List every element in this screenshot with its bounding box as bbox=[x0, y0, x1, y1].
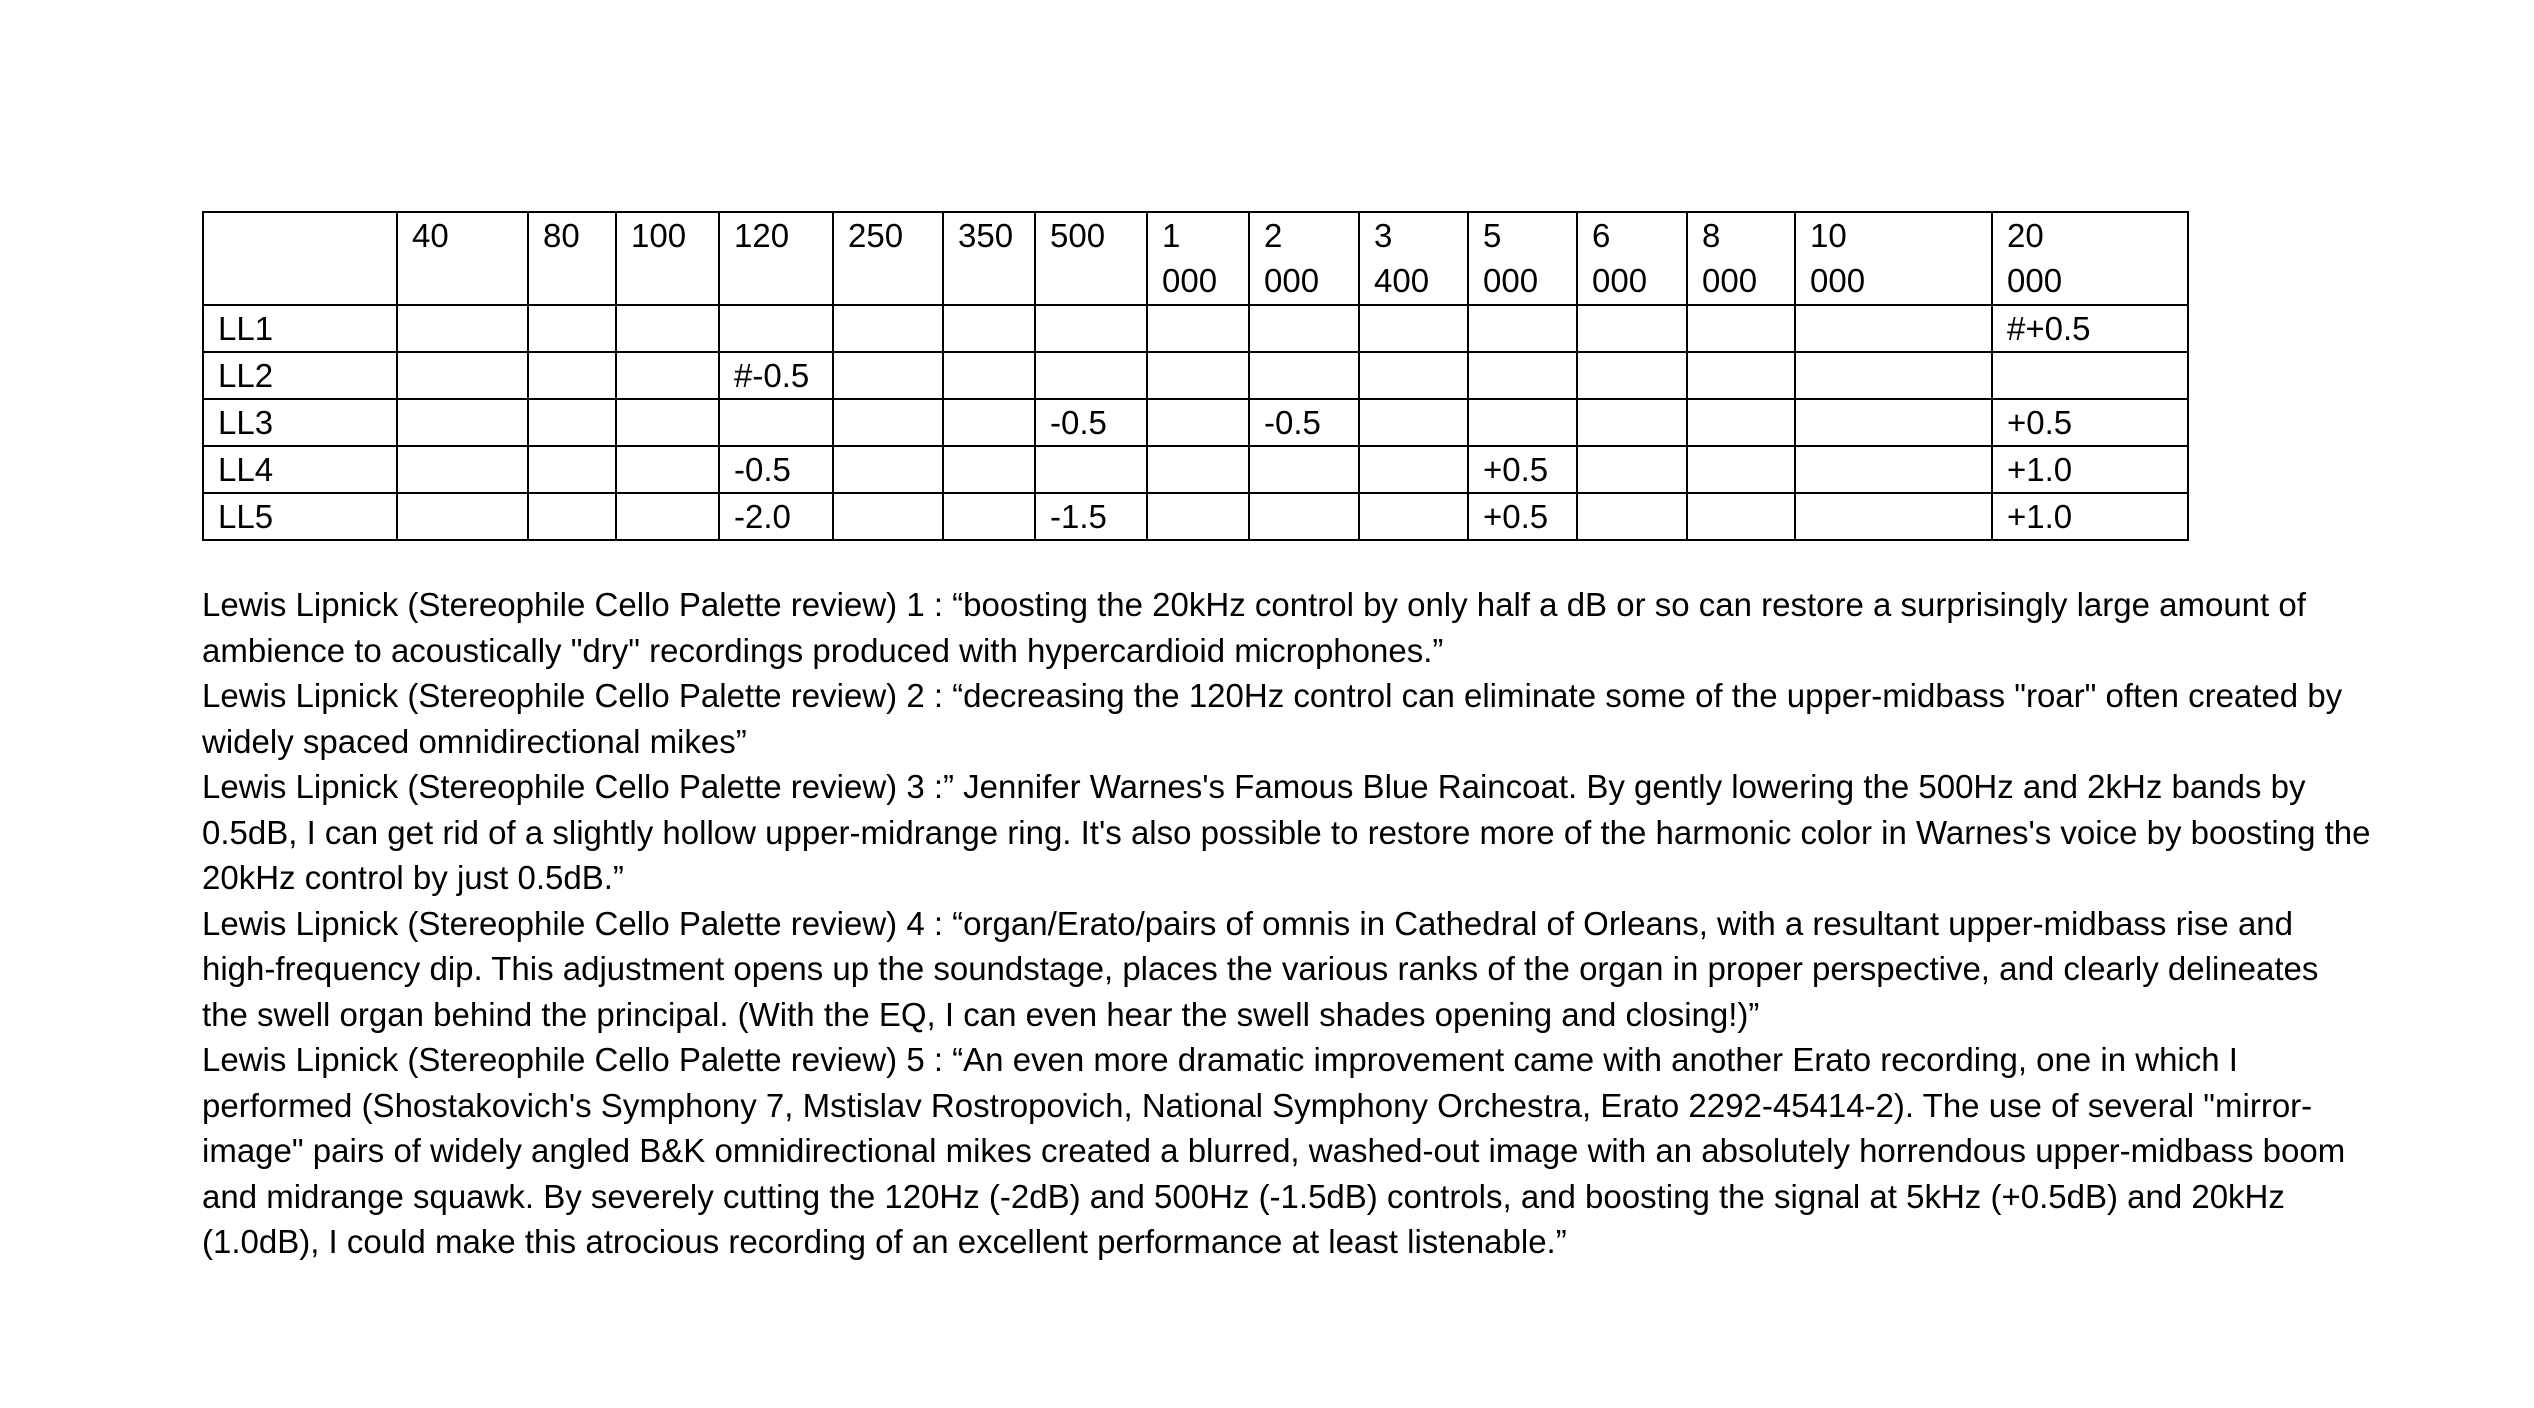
table-cell bbox=[833, 352, 943, 399]
table-cell bbox=[616, 399, 719, 446]
table-cell bbox=[1468, 305, 1577, 352]
freq-header-250 bbox=[833, 212, 943, 305]
table-cell bbox=[1687, 305, 1795, 352]
freq-header-1000 bbox=[1147, 212, 1249, 305]
freq-header-line2: 000 bbox=[1810, 262, 1866, 299]
freq-header-line1: 100 bbox=[631, 217, 687, 254]
table-cell bbox=[1795, 493, 1992, 540]
freq-header-line2: 400 bbox=[1374, 262, 1430, 299]
table-cell bbox=[833, 399, 943, 446]
table-cell bbox=[1359, 399, 1468, 446]
table-cell bbox=[1687, 399, 1795, 446]
review-quotes bbox=[202, 582, 2372, 1265]
table-cell bbox=[1795, 305, 1992, 352]
table-cell: +0.5 bbox=[1992, 399, 2188, 446]
table-row bbox=[203, 446, 2188, 493]
table-cell bbox=[1147, 493, 1249, 540]
table-cell bbox=[1147, 399, 1249, 446]
row-label: LL4 bbox=[203, 446, 397, 493]
table-cell: -0.5 bbox=[1249, 399, 1359, 446]
freq-header-100 bbox=[616, 212, 719, 305]
quote-paragraph-3: Lewis Lipnick (Stereophile Cello Palette review) 3 :” Jennifer Warnes's Famous Blue Raincoat. By gently lowering the 500Hz and 2kHz bands by 0.5dB, I can get rid of a slightly hollow upper-midrange ring. It's also possible to restore more of the harmonic color in Warnes's voice by boosting the 20kHz control by just 0.5dB.” bbox=[202, 768, 2371, 896]
freq-header-line1: 20 bbox=[2007, 217, 2044, 254]
table-cell bbox=[943, 446, 1035, 493]
table-cell bbox=[1035, 446, 1147, 493]
table-cell bbox=[1468, 352, 1577, 399]
table-cell: #-0.5 bbox=[719, 352, 833, 399]
freq-header-line1: 350 bbox=[958, 217, 1014, 254]
table-row bbox=[203, 305, 2188, 352]
table-cell: +1.0 bbox=[1992, 493, 2188, 540]
table-cell bbox=[1687, 493, 1795, 540]
table-cell bbox=[833, 446, 943, 493]
table-cell bbox=[1577, 446, 1687, 493]
freq-header-line1: 500 bbox=[1050, 217, 1106, 254]
table-cell: -1.5 bbox=[1035, 493, 1147, 540]
table-cell bbox=[397, 493, 528, 540]
table-cell bbox=[1359, 305, 1468, 352]
table-cell: -2.0 bbox=[719, 493, 833, 540]
table-cell bbox=[528, 352, 616, 399]
table-cell bbox=[397, 305, 528, 352]
table-cell bbox=[528, 493, 616, 540]
table-cell bbox=[616, 305, 719, 352]
freq-header-line1: 250 bbox=[848, 217, 904, 254]
table-cell bbox=[943, 399, 1035, 446]
table-cell bbox=[1577, 352, 1687, 399]
freq-header-line1: 1 bbox=[1162, 217, 1181, 254]
quote-paragraph-5: Lewis Lipnick (Stereophile Cello Palette review) 5 : “An even more dramatic improvement came with another Erato recording, one in which I performed (Shostakovich's Symphony 7, Mstislav Rostropovich, National Symphony Orchestra, Erato 2292-45414-2). The use of several "mirror-image" pairs of widely angled B&K omnidirectional mikes created a blurred, washed-out image with an absolutely horrendous upper-midbass boom and midrange squawk. By severely cutting the 120Hz (-2dB) and 500Hz (-1.5dB) controls, and boosting the signal at 5kHz (+0.5dB) and 20kHz (1.0dB), I could make this atrocious recording of an excellent performance at least listenable.” bbox=[202, 1041, 2346, 1260]
table-cell bbox=[616, 352, 719, 399]
table-cell bbox=[1577, 399, 1687, 446]
table-cell bbox=[1147, 305, 1249, 352]
table-cell bbox=[1249, 493, 1359, 540]
table-cell bbox=[943, 352, 1035, 399]
freq-header-line1: 6 bbox=[1592, 217, 1611, 254]
table-cell bbox=[528, 305, 616, 352]
freq-header-line1: 80 bbox=[543, 217, 580, 254]
table-cell: -0.5 bbox=[719, 446, 833, 493]
table-cell bbox=[1577, 305, 1687, 352]
table-cell bbox=[1359, 352, 1468, 399]
row-label: LL3 bbox=[203, 399, 397, 446]
freq-header-line1: 3 bbox=[1374, 217, 1393, 254]
freq-header-line2: 000 bbox=[1592, 262, 1648, 299]
freq-header-80 bbox=[528, 212, 616, 305]
table-cell bbox=[397, 446, 528, 493]
table-cell bbox=[1035, 305, 1147, 352]
freq-header-line2: 000 bbox=[1483, 262, 1539, 299]
table-cell bbox=[1249, 305, 1359, 352]
quote-paragraph-1: Lewis Lipnick (Stereophile Cello Palette review) 1 : “boosting the 20kHz control by only half a dB or so can restore a surprisingly large amount of ambience to acoustically "dry" recordings produced with hypercardioid microphones.” bbox=[202, 586, 2306, 669]
quote-paragraph-2: Lewis Lipnick (Stereophile Cello Palette review) 2 : “decreasing the 120Hz control can eliminate some of the upper-midbass "roar" often created by widely spaced omnidirectional mikes” bbox=[202, 677, 2343, 760]
quote-paragraph-4: Lewis Lipnick (Stereophile Cello Palette review) 4 : “organ/Erato/pairs of omnis in Cathedral of Orleans, with a resultant upper-midbass rise and high-frequency dip. This adjustment opens up the soundstage, places the various ranks of the organ in proper perspective, and clearly delineates the swell organ behind the principal. (With the EQ, I can even hear the swell shades opening and closing!)” bbox=[202, 904, 2319, 1033]
table-cell bbox=[1687, 446, 1795, 493]
table-cell bbox=[719, 305, 833, 352]
table-cell bbox=[1147, 352, 1249, 399]
freq-header-3400 bbox=[1359, 212, 1468, 305]
table-cell bbox=[943, 305, 1035, 352]
table-cell bbox=[1577, 493, 1687, 540]
freq-header-line1: 5 bbox=[1483, 217, 1502, 254]
table-cell bbox=[1795, 399, 1992, 446]
table-cell bbox=[1359, 446, 1468, 493]
table-cell bbox=[1035, 352, 1147, 399]
table-cell bbox=[616, 493, 719, 540]
row-label: LL2 bbox=[203, 352, 397, 399]
freq-header-500 bbox=[1035, 212, 1147, 305]
table-cell bbox=[1249, 352, 1359, 399]
table-row bbox=[203, 352, 2188, 399]
freq-header-line1: 10 bbox=[1810, 217, 1847, 254]
freq-header-120 bbox=[719, 212, 833, 305]
freq-header-line1: 2 bbox=[1264, 217, 1283, 254]
table-row bbox=[203, 493, 2188, 540]
table-row bbox=[203, 399, 2188, 446]
table-cell bbox=[1468, 399, 1577, 446]
freq-header-line2: 000 bbox=[1702, 262, 1758, 299]
table-cell: #+0.5 bbox=[1992, 305, 2188, 352]
freq-header-line1: 120 bbox=[734, 217, 790, 254]
freq-header-40 bbox=[397, 212, 528, 305]
freq-header-line2: 000 bbox=[1264, 262, 1320, 299]
table-cell bbox=[833, 493, 943, 540]
eq-settings-table bbox=[202, 211, 2189, 541]
freq-header-2000 bbox=[1249, 212, 1359, 305]
table-cell bbox=[1359, 493, 1468, 540]
table-cell bbox=[1249, 446, 1359, 493]
row-label: LL5 bbox=[203, 493, 397, 540]
freq-header-line2: 000 bbox=[1162, 262, 1218, 299]
table-cell bbox=[1992, 352, 2188, 399]
table-cell bbox=[833, 305, 943, 352]
table-cell bbox=[397, 399, 528, 446]
freq-header-10000 bbox=[1795, 212, 1992, 305]
freq-header-line2: 000 bbox=[2007, 262, 2063, 299]
table-cell: -0.5 bbox=[1035, 399, 1147, 446]
freq-header-20000 bbox=[1992, 212, 2188, 305]
table-cell bbox=[943, 493, 1035, 540]
table-cell bbox=[528, 399, 616, 446]
table-cell bbox=[528, 446, 616, 493]
table-cell bbox=[1795, 446, 1992, 493]
table-cell bbox=[1687, 352, 1795, 399]
freq-header-350 bbox=[943, 212, 1035, 305]
freq-header-line1: 8 bbox=[1702, 217, 1721, 254]
table-cell bbox=[719, 399, 833, 446]
freq-header-5000 bbox=[1468, 212, 1577, 305]
table-cell bbox=[1147, 446, 1249, 493]
table-cell bbox=[397, 352, 528, 399]
row-label: LL1 bbox=[203, 305, 397, 352]
freq-header-6000 bbox=[1577, 212, 1687, 305]
table-cell bbox=[616, 446, 719, 493]
table-cell: +1.0 bbox=[1992, 446, 2188, 493]
table-cell: +0.5 bbox=[1468, 493, 1577, 540]
freq-header-8000 bbox=[1687, 212, 1795, 305]
table-cell bbox=[1795, 352, 1992, 399]
freq-header-line1: 40 bbox=[412, 217, 449, 254]
table-header-row bbox=[203, 212, 2188, 305]
table-corner-cell bbox=[203, 212, 397, 305]
table-cell: +0.5 bbox=[1468, 446, 1577, 493]
table-body bbox=[203, 305, 2188, 540]
